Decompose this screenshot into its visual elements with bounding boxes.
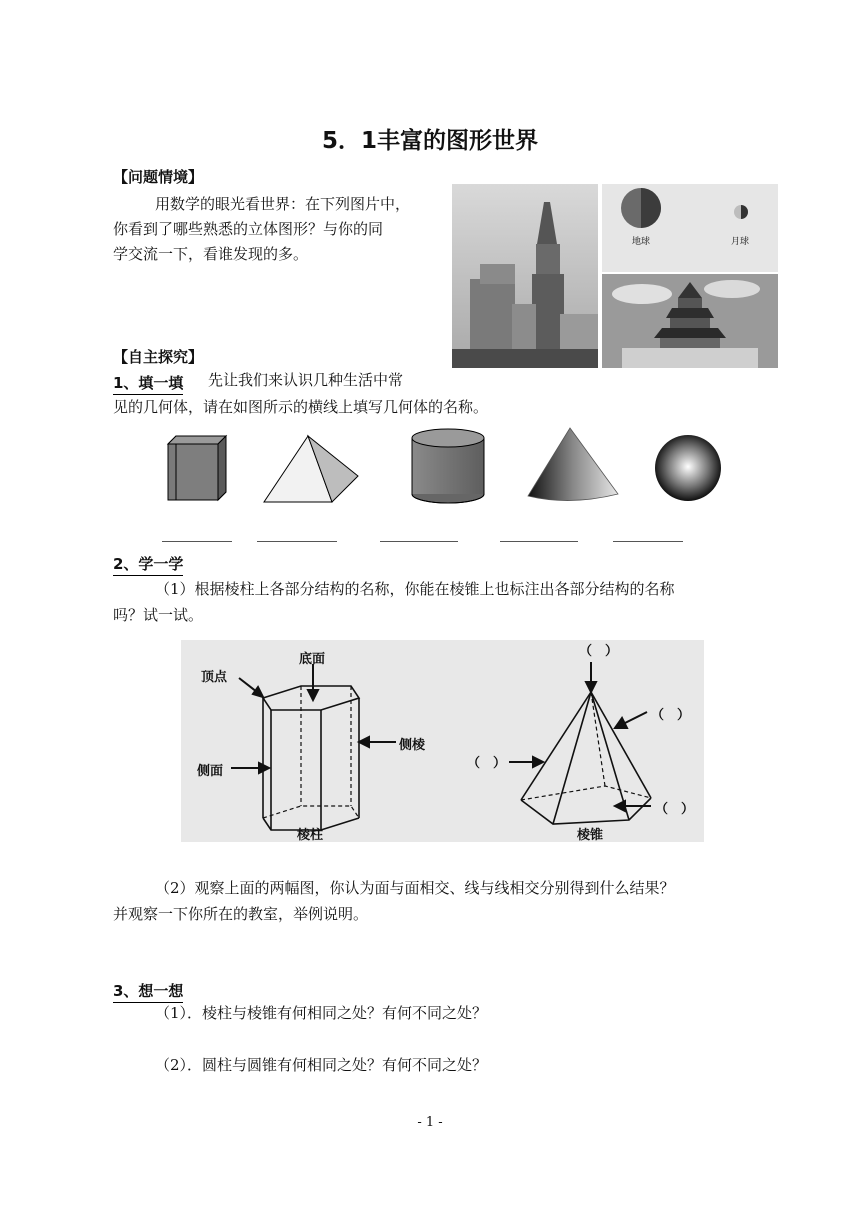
pyramid-blank-apex: （ ） — [579, 644, 619, 659]
solid-shapes-row — [150, 424, 730, 514]
prism-diagram — [263, 686, 359, 830]
earth-moon-photo — [602, 184, 778, 272]
prism-pyramid-figure — [181, 640, 704, 842]
cube-shape — [168, 436, 226, 500]
section-heading-explore: 【自主探究】 — [113, 348, 204, 366]
pyramid-diagram — [521, 692, 651, 824]
pyramid-blank-edge: （ ） — [651, 708, 691, 723]
blank-4[interactable] — [500, 541, 578, 542]
temple-photo — [602, 274, 778, 368]
prism-label-vertex: 顶点 — [201, 670, 228, 685]
item1-label: 1、填一填 — [113, 372, 183, 395]
page-title: 5．1丰富的图形世界 — [321, 128, 538, 154]
cylinder-shape — [412, 429, 484, 503]
tower-photo — [452, 184, 598, 368]
item2-q2-line2: 并观察一下你所在的教室，举例说明。 — [113, 905, 369, 923]
prism-caption: 棱柱 — [297, 828, 324, 843]
pyramid-caption: 棱锥 — [577, 828, 604, 843]
item1-text-line1: 先让我们来认识几种生活中常 — [208, 371, 404, 389]
cone-shape — [528, 428, 618, 501]
moon-label: 月球 — [731, 237, 750, 247]
section-heading-problem: 【问题情境】 — [113, 168, 204, 186]
item3-label: 3、想一想 — [113, 980, 183, 1003]
prism-label-base: 底面 — [299, 652, 326, 667]
blank-2[interactable] — [257, 541, 337, 542]
blank-5[interactable] — [613, 541, 683, 542]
item2-label: 2、学一学 — [113, 553, 183, 576]
earth-label: 地球 — [632, 237, 651, 247]
problem-line-3: 学交流一下，看谁发现的多。 — [113, 245, 309, 263]
pyramid-shape — [264, 436, 358, 502]
prism-label-lateral-face: 侧面 — [197, 764, 224, 779]
problem-line-1: 用数学的眼光看世界：在下列图片中， — [155, 195, 411, 213]
sphere-shape — [655, 435, 721, 501]
item1-text-line2: 见的几何体，请在如图所示的横线上填写几何体的名称。 — [113, 398, 489, 416]
prism-label-lateral-edge: 侧棱 — [399, 738, 426, 753]
item2-q2-line1: （2）观察上面的两幅图，你认为面与面相交、线与线相交分别得到什么结果？ — [155, 879, 675, 897]
item3-q2: （2）．圆柱与圆锥有何相同之处？有何不同之处？ — [155, 1056, 488, 1074]
item2-q1-line2: 吗？试一试。 — [113, 606, 204, 624]
blank-1[interactable] — [162, 541, 232, 542]
page-number: - 1 - — [417, 1115, 443, 1130]
problem-line-2: 你看到了哪些熟悉的立体图形？与你的同 — [113, 220, 384, 238]
item2-q1-line1: （1）根据棱柱上各部分结构的名称，你能在棱锥上也标注出各部分结构的名称 — [155, 580, 675, 598]
pyramid-blank-base: （ ） — [655, 802, 695, 817]
blank-3[interactable] — [380, 541, 458, 542]
pyramid-blank-face: （ ） — [467, 756, 507, 771]
item3-q1: （1）．棱柱与棱锥有何相同之处？有何不同之处？ — [155, 1004, 488, 1022]
